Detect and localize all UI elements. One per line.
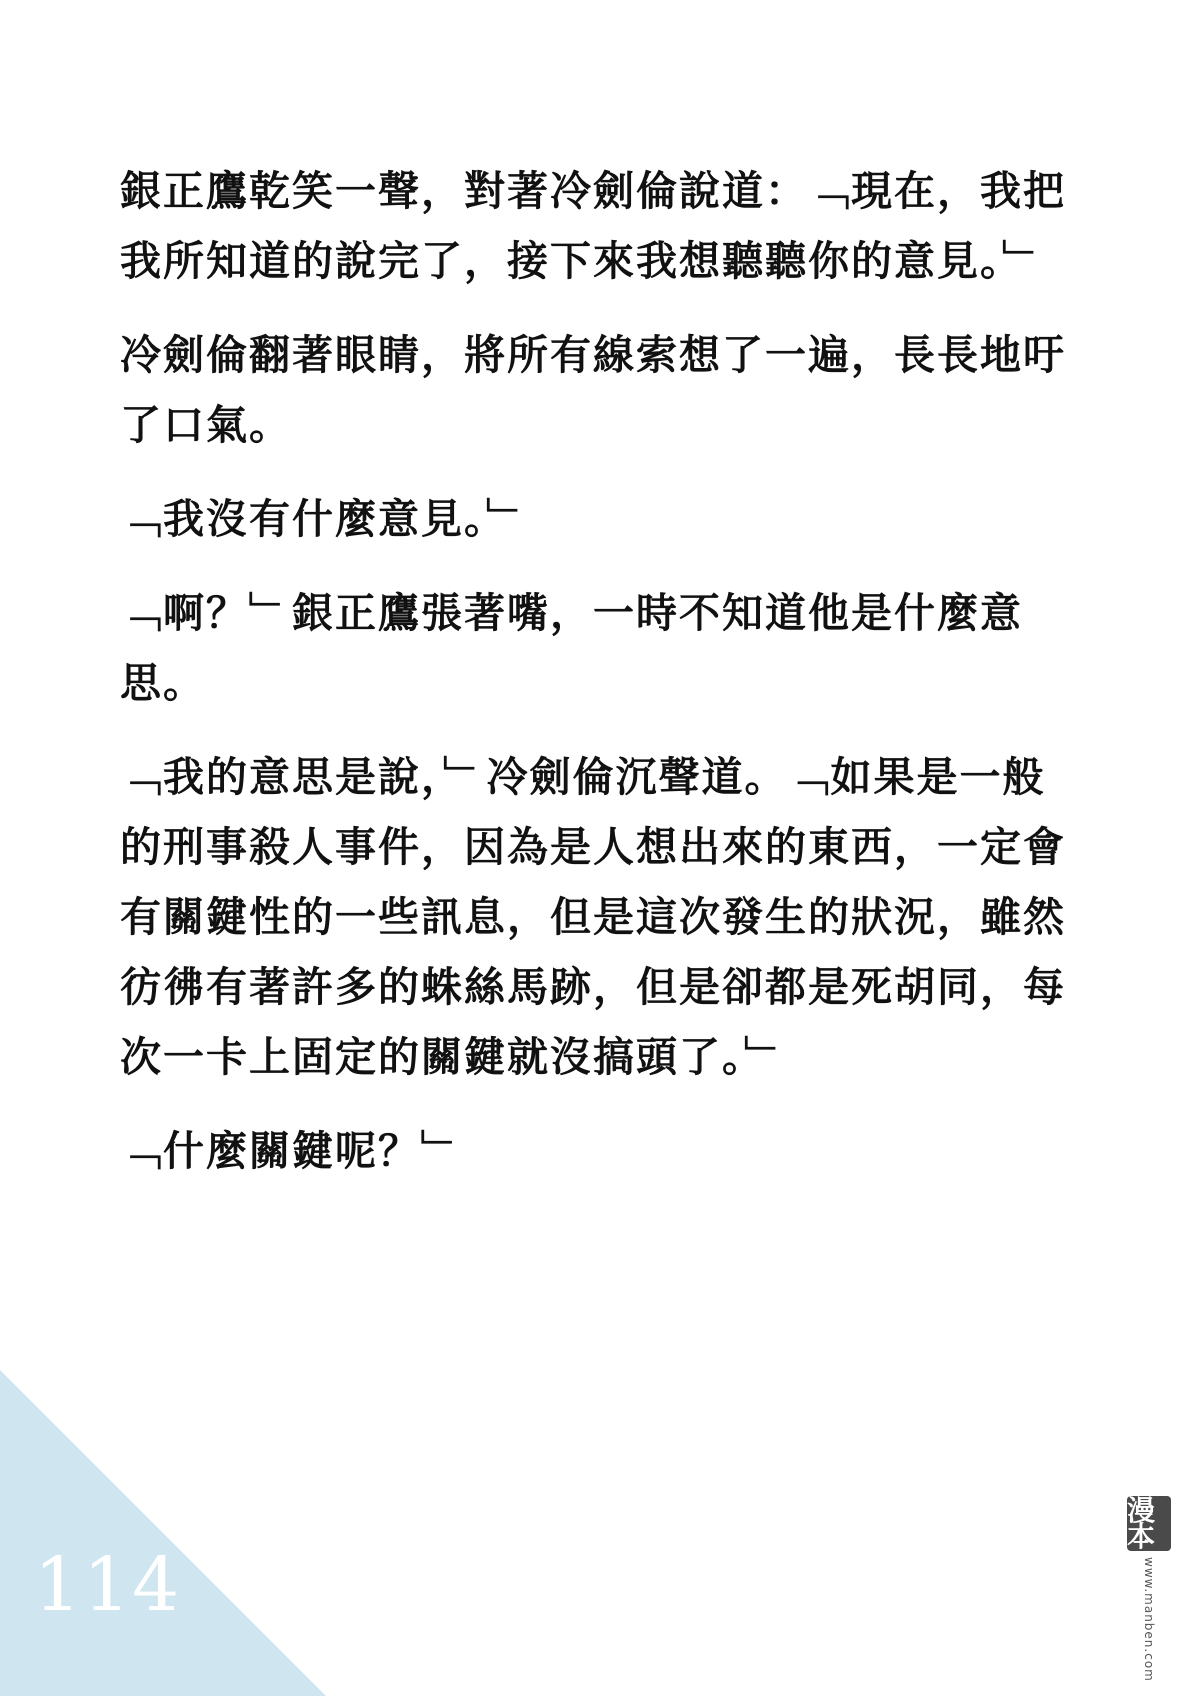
- watermark-logo-text: 漫本: [1127, 1493, 1156, 1553]
- watermark-url: www.manben.com: [1142, 1557, 1156, 1682]
- body-text: [120, 156, 1080, 1210]
- page-number: 114: [34, 1542, 182, 1628]
- paragraph-3: ﹁我沒有什麼意見。﹂: [120, 495, 530, 543]
- watermark: [1120, 1493, 1178, 1682]
- paragraph-2: 冷劍倫翻著眼睛，將所有線索想了一遍，長長地吁了口氣。: [120, 331, 1066, 449]
- paragraph-5: ﹁我的意思是說，﹂冷劍倫沉聲道。﹁如果是一般的刑事殺人事件，因為是人想出來的東西，一定會有關鍵性的一些訊息，但是這次發生的狀況，雖然彷彿有著許多的蛛絲馬跡，但是卻都是死胡同，每次一卡上固定的關鍵就沒搞頭了。﹂: [120, 753, 1066, 1081]
- corner-decoration: [0, 1370, 326, 1696]
- paragraph-1: 銀正鷹乾笑一聲，對著冷劍倫說道：﹁現在，我把我所知道的說完了，接下來我想聽聽你的意見。﹂: [120, 167, 1066, 285]
- paragraph-6: ﹁什麼關鍵呢？﹂: [120, 1127, 464, 1175]
- watermark-logo: [1127, 1493, 1171, 1553]
- paragraph-4: ﹁啊？﹂銀正鷹張著嘴，一時不知道他是什麼意思。: [120, 589, 1023, 707]
